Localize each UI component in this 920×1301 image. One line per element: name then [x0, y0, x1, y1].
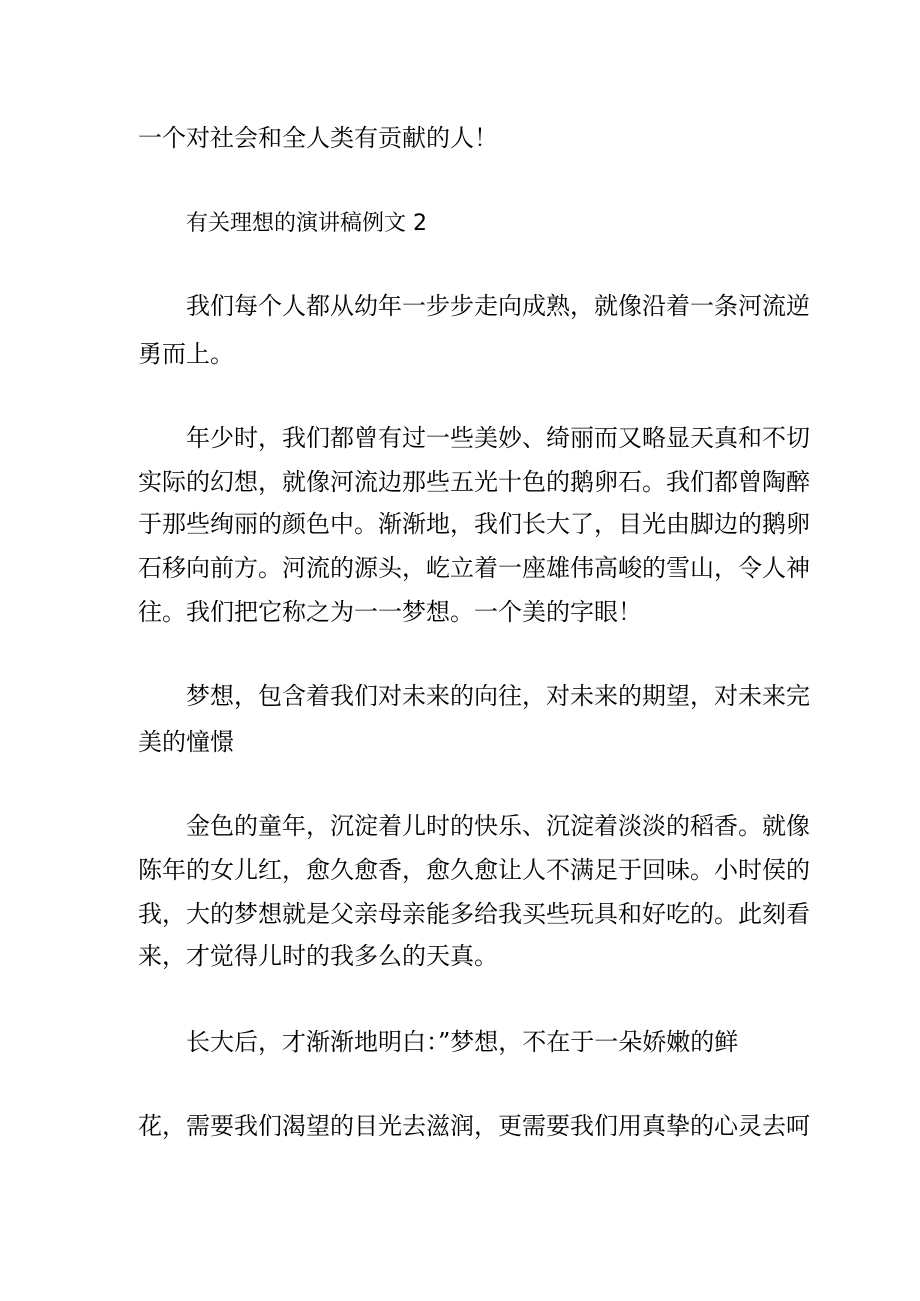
text-line: 陈年的女儿红，愈久愈香，愈久愈让人不满足于回味。小时侯的	[138, 856, 810, 884]
text-line: 美的憧憬	[138, 728, 234, 756]
text-line: 年少时，我们都曾有过一些美妙、绮丽而又略显天真和不切	[186, 424, 810, 452]
text-line: 于那些绚丽的颜色中。渐渐地，我们长大了，目光由脚边的鹅卵	[138, 510, 810, 538]
text-line: 长大后，才渐渐地明白：”梦想，不在于一朵娇嫩的鲜	[186, 1028, 739, 1056]
text-line: 实际的幻想，就像河流边那些五光十色的鹅卵石。我们都曾陶醉	[138, 468, 810, 496]
section-heading: 有关理想的演讲稿例文 2	[186, 211, 427, 236]
text-line: 往。我们把它称之为一一梦想。一个美的字眼！	[138, 598, 642, 626]
text-line: 一个对社会和全人类有贡献的人！	[138, 124, 498, 152]
text-line: 我，大的梦想就是父亲母亲能多给我买些玩具和好吃的。此刻看	[138, 900, 810, 928]
text-line: 花，需要我们渴望的目光去滋润，更需要我们用真挚的心灵去呵	[138, 1112, 810, 1140]
text-line: 来，才觉得儿时的我多么的天真。	[138, 942, 498, 970]
text-line: 梦想，包含着我们对未来的向往，对未来的期望，对未来完	[186, 682, 810, 710]
text-line: 我们每个人都从幼年一步步走向成熟，就像沿着一条河流逆	[186, 292, 810, 320]
text-line: 金色的童年，沉淀着儿时的快乐、沉淀着淡淡的稻香。就像	[186, 812, 810, 840]
text-line: 石移向前方。河流的源头，屹立着一座雄伟高峻的雪山，令人神	[138, 554, 810, 582]
text-line: 勇而上。	[138, 340, 234, 368]
